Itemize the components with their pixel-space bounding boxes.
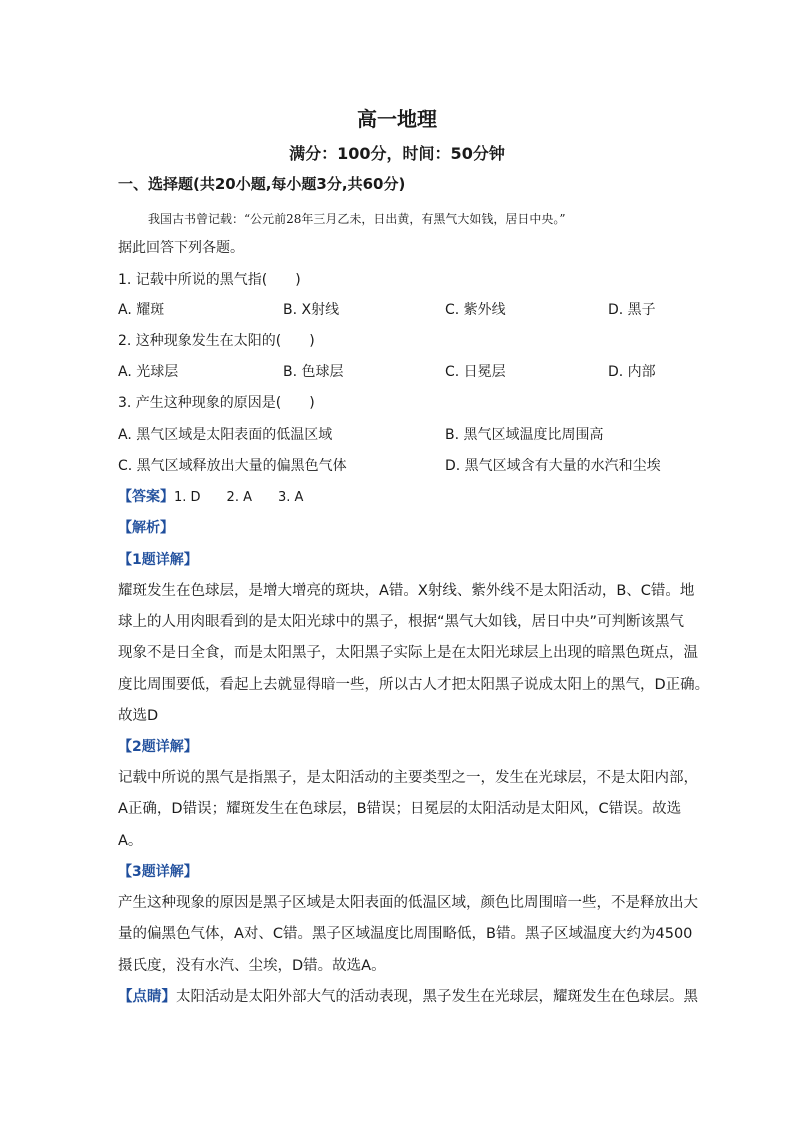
q1-option-c: C. 紫外线 xyxy=(445,302,506,318)
q2-detail-line: A。 xyxy=(118,833,143,849)
q2-option-b: B. 色球层 xyxy=(283,364,344,380)
q2-detail-tag: 【2题详解】 xyxy=(118,739,198,755)
q3-option-a: A. 黑气区域是太阳表面的低温区域 xyxy=(118,427,333,443)
answer-value: 1. D 2. A 3. A xyxy=(174,490,304,505)
q1-detail-line: 度比周围要低，看起上去就显得暗一些，所以古人才把太阳黑子说成太阳上的黑气，D正确。 xyxy=(118,677,710,693)
q3-detail-line: 量的偏黑色气体，A对、C错。黑子区域温度比周围略低，B错。黑子区域温度大约为4500 xyxy=(118,926,693,942)
stem-quote: 我国古书曾记载：“公元前28年三月乙未，日出黄，有黑气大如钱，居日中央。” xyxy=(148,212,566,226)
analysis-tag: 【解析】 xyxy=(118,520,174,536)
q2-option-a: A. 光球层 xyxy=(118,364,179,380)
q1-detail-tag: 【1题详解】 xyxy=(118,552,198,568)
answer-line xyxy=(118,487,303,508)
point-line xyxy=(118,987,698,1007)
page-title: 高一地理 xyxy=(357,107,437,131)
q1-option-b: B. X射线 xyxy=(283,302,340,318)
exam-subtitle: 满分：100分，时间：50分钟 xyxy=(289,144,505,163)
q1-detail-line: 耀斑发生在色球层，是增大增亮的斑块，A错。X射线、紫外线不是太阳活动，B、C错。地 xyxy=(118,583,695,599)
stem-intro: 据此回答下列各题。 xyxy=(118,240,244,256)
q3-option-c: C. 黑气区域释放出大量的偏黑色气体 xyxy=(118,458,347,474)
q2-detail-line: A正确，D错误；耀斑发生在色球层，B错误；日冕层的太阳活动是太阳风，C错误。故选 xyxy=(118,801,682,817)
q1-option-a: A. 耀斑 xyxy=(118,302,165,318)
question-1: 1. 记载中所说的黑气指( ) xyxy=(118,272,301,288)
question-2: 2. 这种现象发生在太阳的( ) xyxy=(118,333,315,349)
q3-detail-tag: 【3题详解】 xyxy=(118,864,198,880)
q3-option-b: B. 黑气区域温度比周围高 xyxy=(445,427,604,443)
q3-option-d: D. 黑气区域含有大量的水汽和尘埃 xyxy=(445,458,661,474)
point-text: 太阳活动是太阳外部大气的活动表现，黑子发生在光球层，耀斑发生在色球层。黑 xyxy=(176,989,698,1005)
q2-option-d: D. 内部 xyxy=(608,364,656,380)
q2-detail-line: 记载中所说的黑气是指黑子，是太阳活动的主要类型之一，发生在光球层，不是太阳内部， xyxy=(118,770,698,786)
q3-detail-line: 摄氏度，没有水汽、尘埃，D错。故选A。 xyxy=(118,958,386,974)
q2-option-c: C. 日冕层 xyxy=(445,364,506,380)
q3-detail-line: 产生这种现象的原因是黑子区域是太阳表面的低温区域，颜色比周围暗一些，不是释放出大 xyxy=(118,895,698,911)
section-heading: 一、选择题(共20小题,每小题3分,共60分) xyxy=(118,175,406,193)
q1-detail-line: 现象不是日全食，而是太阳黑子，太阳黑子实际上是在太阳光球层上出现的暗黑色斑点，温 xyxy=(118,645,698,661)
q1-option-d: D. 黑子 xyxy=(608,302,656,318)
point-tag: 【点睛】 xyxy=(118,989,176,1005)
q1-detail-line: 球上的人用肉眼看到的是太阳光球中的黑子，根据“黑气大如钱，居日中央”可判断该黑气 xyxy=(118,614,685,630)
question-3: 3. 产生这种现象的原因是( ) xyxy=(118,395,315,411)
answer-tag: 【答案】 xyxy=(118,489,174,505)
q1-detail-line: 故选D xyxy=(118,708,159,724)
